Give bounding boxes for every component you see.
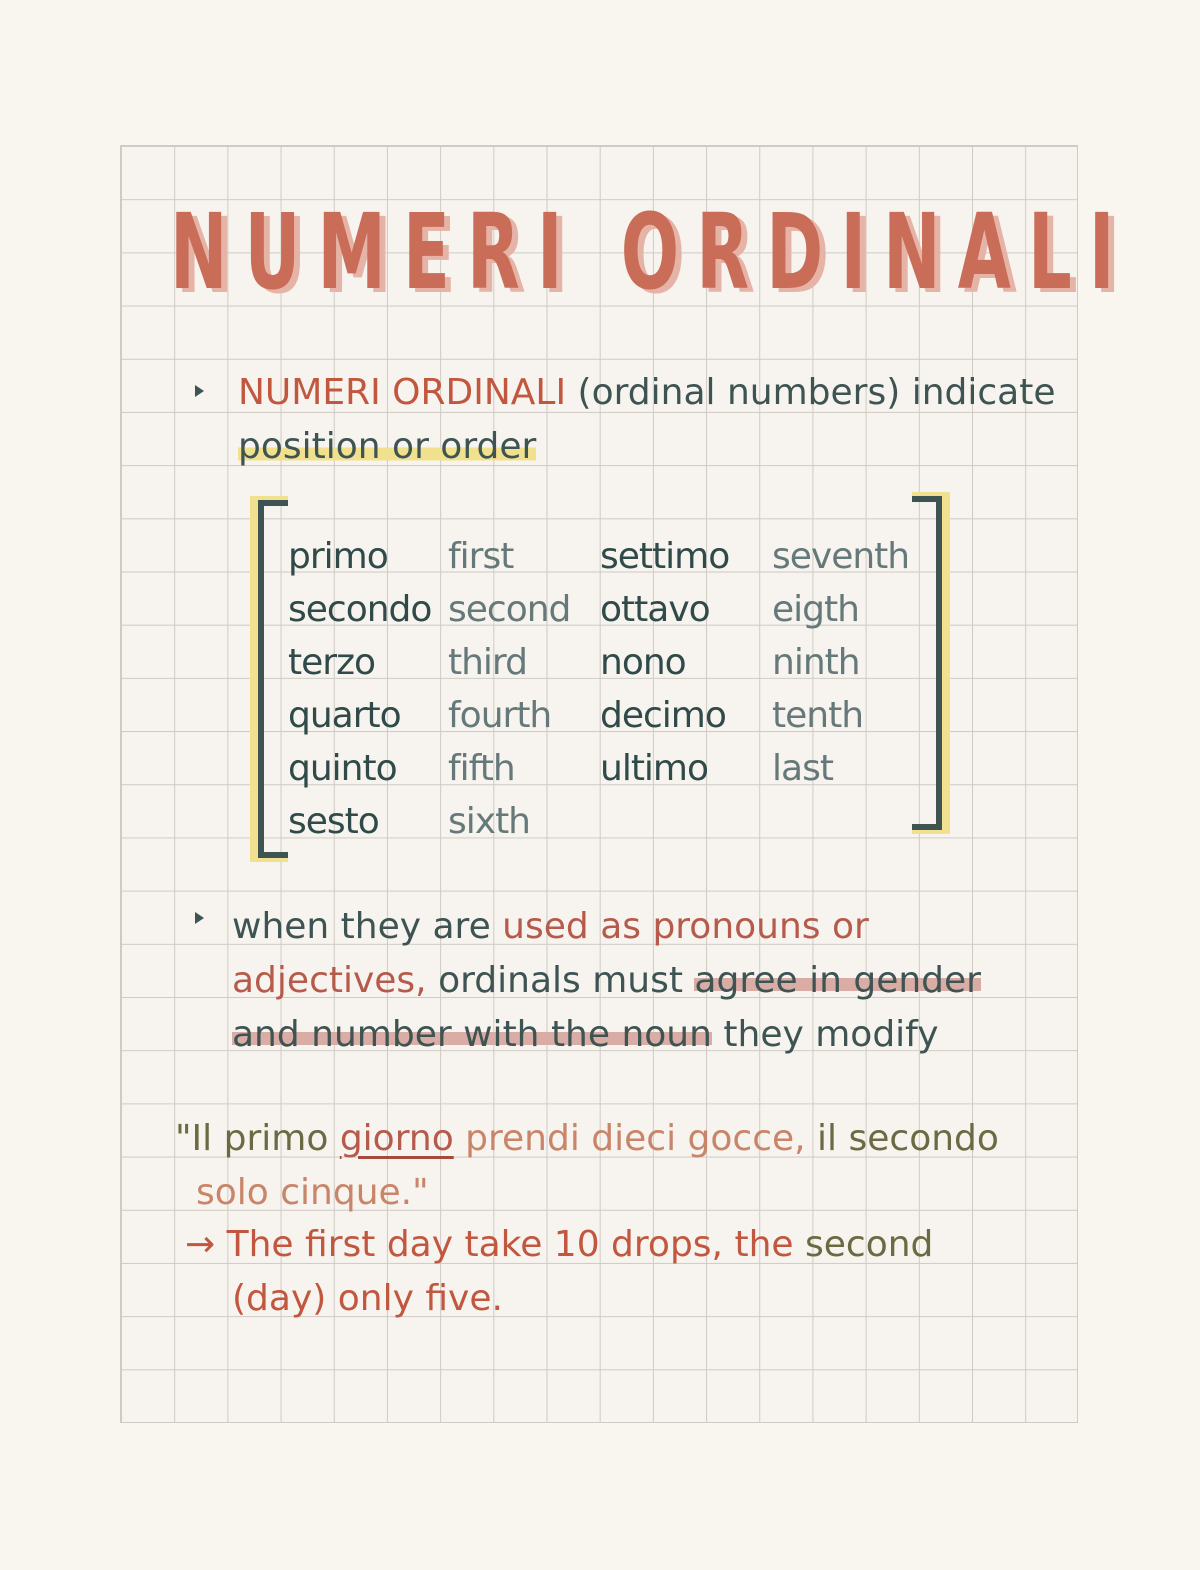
ordinal-en (772, 795, 922, 848)
table-row (288, 795, 922, 848)
arrow-right-icon: → (185, 1224, 216, 1265)
table-row (288, 530, 922, 583)
rule-emphasis: used as pronouns or (502, 906, 869, 947)
rule-emphasis: adjectives, (232, 960, 427, 1001)
ordinal-it: decimo (600, 695, 726, 736)
ordinal-en: last (772, 748, 833, 789)
ordinal-en: seventh (772, 536, 910, 577)
ordinals-table (288, 530, 922, 848)
example-quote-line-2 (196, 1166, 429, 1220)
ordinal-it: sesto (288, 801, 379, 842)
example-quote-end: il secondo (817, 1118, 999, 1159)
ordinal-en: sixth (448, 801, 530, 842)
ordinal-it: ultimo (600, 748, 709, 789)
intro-line-2 (238, 420, 536, 474)
example-translation-b: the (734, 1224, 794, 1265)
rule-highlight: agree in gender (694, 960, 981, 1001)
ordinal-it: nono (600, 642, 686, 683)
rule-line-2 (232, 954, 981, 1008)
bullet-icon (195, 912, 204, 924)
ordinal-it: terzo (288, 642, 375, 683)
table-row (288, 689, 922, 742)
example-quote-line-1 (175, 1112, 999, 1166)
left-bracket (258, 500, 288, 858)
rule-line-3 (232, 1008, 939, 1062)
example-giorno: giorno (339, 1118, 454, 1159)
ordinal-it: primo (288, 536, 388, 577)
intro-line-1 (238, 366, 1055, 420)
ordinal-en: tenth (772, 695, 864, 736)
page-title: NUMERI ORDINALI (170, 191, 1132, 313)
example-quote-open: "Il primo (175, 1118, 329, 1159)
table-row (288, 583, 922, 636)
ordinal-en: second (448, 589, 571, 630)
rule-line-1 (232, 900, 869, 954)
ordinal-it: settimo (600, 536, 730, 577)
rule-text: they modify (723, 1014, 939, 1055)
bullet-icon (195, 385, 204, 397)
example-translation-a: The first day take 10 drops, (226, 1224, 723, 1265)
intro-gloss: (ordinal numbers) indicate (577, 372, 1056, 413)
ordinal-en: fourth (448, 695, 552, 736)
table-row (288, 742, 922, 795)
ordinal-it: quinto (288, 748, 397, 789)
ordinal-en: first (448, 536, 514, 577)
ordinal-en: eigth (772, 589, 859, 630)
example-translation-line2: (day) only five. (232, 1278, 503, 1319)
ordinal-it: ottavo (600, 589, 710, 630)
rule-highlight: and number with the noun (232, 1014, 712, 1055)
rule-text: ordinals must (438, 960, 683, 1001)
ordinal-it (600, 795, 772, 848)
example-translation-line-1 (185, 1218, 933, 1272)
example-translation-line-2 (232, 1272, 503, 1326)
rule-text: when they are (232, 906, 491, 947)
ordinal-it: quarto (288, 695, 401, 736)
example-quote-line2: solo cinque." (196, 1172, 429, 1213)
ordinal-it: secondo (288, 589, 432, 630)
example-translation-c: second (805, 1224, 934, 1265)
intro-highlight: position or order (238, 426, 537, 467)
ordinal-en: third (448, 642, 527, 683)
intro-term: NUMERI ORDINALI (238, 372, 567, 413)
example-quote-mid: prendi dieci gocce, (465, 1118, 806, 1159)
ordinal-en: fifth (448, 748, 515, 789)
ordinal-en: ninth (772, 642, 860, 683)
table-row (288, 636, 922, 689)
